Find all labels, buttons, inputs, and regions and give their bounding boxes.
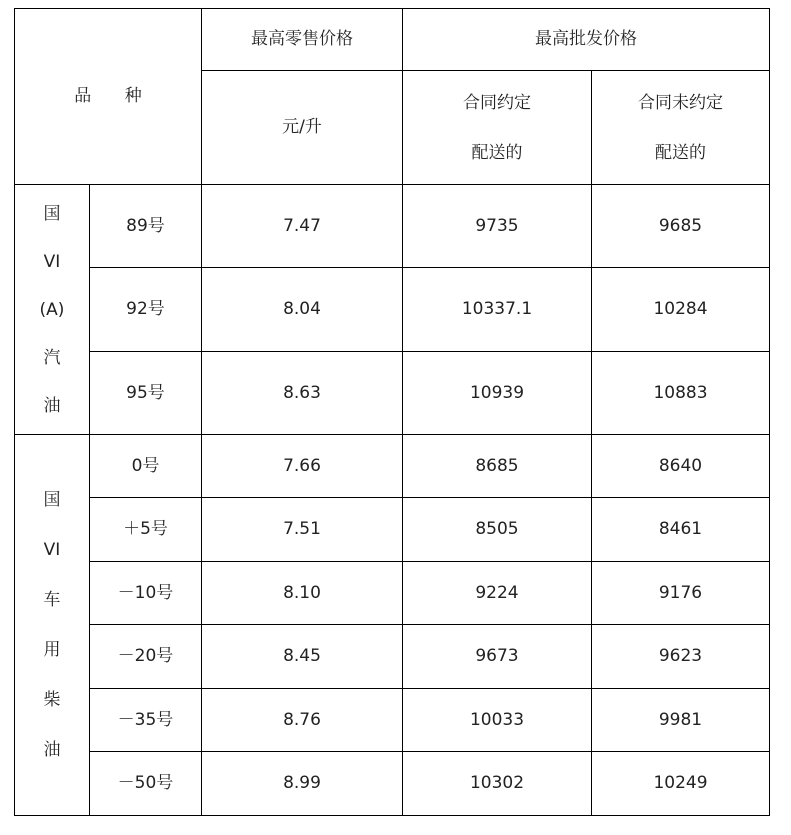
- no-contract-cell: 10249: [592, 752, 770, 816]
- table-row: [15, 562, 770, 625]
- group-label-char: 车: [43, 590, 61, 610]
- no-contract-cell: 10284: [592, 268, 770, 352]
- group-label-char: (A): [39, 299, 65, 320]
- group-label-char: VI: [43, 540, 61, 560]
- retail-cell: 7.47: [202, 185, 403, 268]
- grade-cell: 95号: [90, 352, 202, 435]
- retail-cell: 8.99: [202, 752, 403, 816]
- variety-header-label: 品 种: [74, 86, 156, 107]
- group-label-char: 油: [43, 740, 61, 760]
- group-label-char: 用: [43, 640, 61, 660]
- grade-cell: －35号: [90, 689, 202, 752]
- contract-cell: 9735: [403, 185, 592, 268]
- contract-cell: 10033: [403, 689, 592, 752]
- table-row: [15, 689, 770, 752]
- no-contract-cell: 9685: [592, 185, 770, 268]
- contract-cell: 8505: [403, 498, 592, 562]
- table-row: [15, 268, 770, 352]
- no-contract-cell: 8640: [592, 435, 770, 498]
- contract-cell: 9673: [403, 625, 592, 689]
- table-row: [15, 752, 770, 816]
- header-row-1: [15, 9, 770, 71]
- retail-cell: 8.04: [202, 268, 403, 352]
- grade-cell: 89号: [90, 185, 202, 268]
- no-contract-cell: 8461: [592, 498, 770, 562]
- contract-delivery-header: [403, 71, 592, 185]
- retail-cell: 8.63: [202, 352, 403, 435]
- no-contract-delivery-header: [592, 71, 770, 185]
- retail-cell: 8.45: [202, 625, 403, 689]
- no-contract-cell: 9623: [592, 625, 770, 689]
- contract-cell: 10939: [403, 352, 592, 435]
- table-row: [15, 625, 770, 689]
- wholesale-price-header: 最高批发价格: [403, 9, 770, 71]
- retail-price-header: 最高零售价格: [202, 9, 403, 71]
- retail-cell: 7.66: [202, 435, 403, 498]
- group-label-char: 汽: [43, 347, 61, 368]
- unit-header: 元/升: [202, 71, 403, 185]
- retail-cell: 7.51: [202, 498, 403, 562]
- group-label-char: VI: [43, 251, 61, 272]
- retail-cell: 8.10: [202, 562, 403, 625]
- grade-cell: 92号: [90, 268, 202, 352]
- grade-cell: 0号: [90, 435, 202, 498]
- contract-header-line2: 配送的: [471, 142, 523, 163]
- grade-cell: －50号: [90, 752, 202, 816]
- contract-cell: 10337.1: [403, 268, 592, 352]
- group-label-char: 国: [43, 203, 61, 224]
- retail-cell: 8.76: [202, 689, 403, 752]
- no-contract-header-line2: 配送的: [655, 142, 706, 163]
- contract-cell: 10302: [403, 752, 592, 816]
- no-contract-cell: 9981: [592, 689, 770, 752]
- group-label-char: 国: [43, 490, 61, 510]
- diesel-group-label: [15, 435, 90, 816]
- no-contract-cell: 10883: [592, 352, 770, 435]
- contract-cell: 9224: [403, 562, 592, 625]
- grade-cell: ＋5号: [90, 498, 202, 562]
- variety-header: [15, 9, 202, 185]
- fuel-price-table: [14, 8, 770, 816]
- gasoline-group-label: [15, 185, 90, 435]
- contract-cell: 8685: [403, 435, 592, 498]
- contract-header-line1: 合同约定: [463, 92, 531, 113]
- grade-cell: －20号: [90, 625, 202, 689]
- no-contract-header-line1: 合同未约定: [638, 92, 723, 113]
- no-contract-cell: 9176: [592, 562, 770, 625]
- table-row: [15, 185, 770, 268]
- table-row: [15, 352, 770, 435]
- group-label-char: 油: [43, 395, 61, 416]
- grade-cell: －10号: [90, 562, 202, 625]
- price-table-container: [14, 8, 770, 816]
- table-row: [15, 498, 770, 562]
- group-label-char: 柴: [43, 690, 61, 710]
- table-row: [15, 435, 770, 498]
